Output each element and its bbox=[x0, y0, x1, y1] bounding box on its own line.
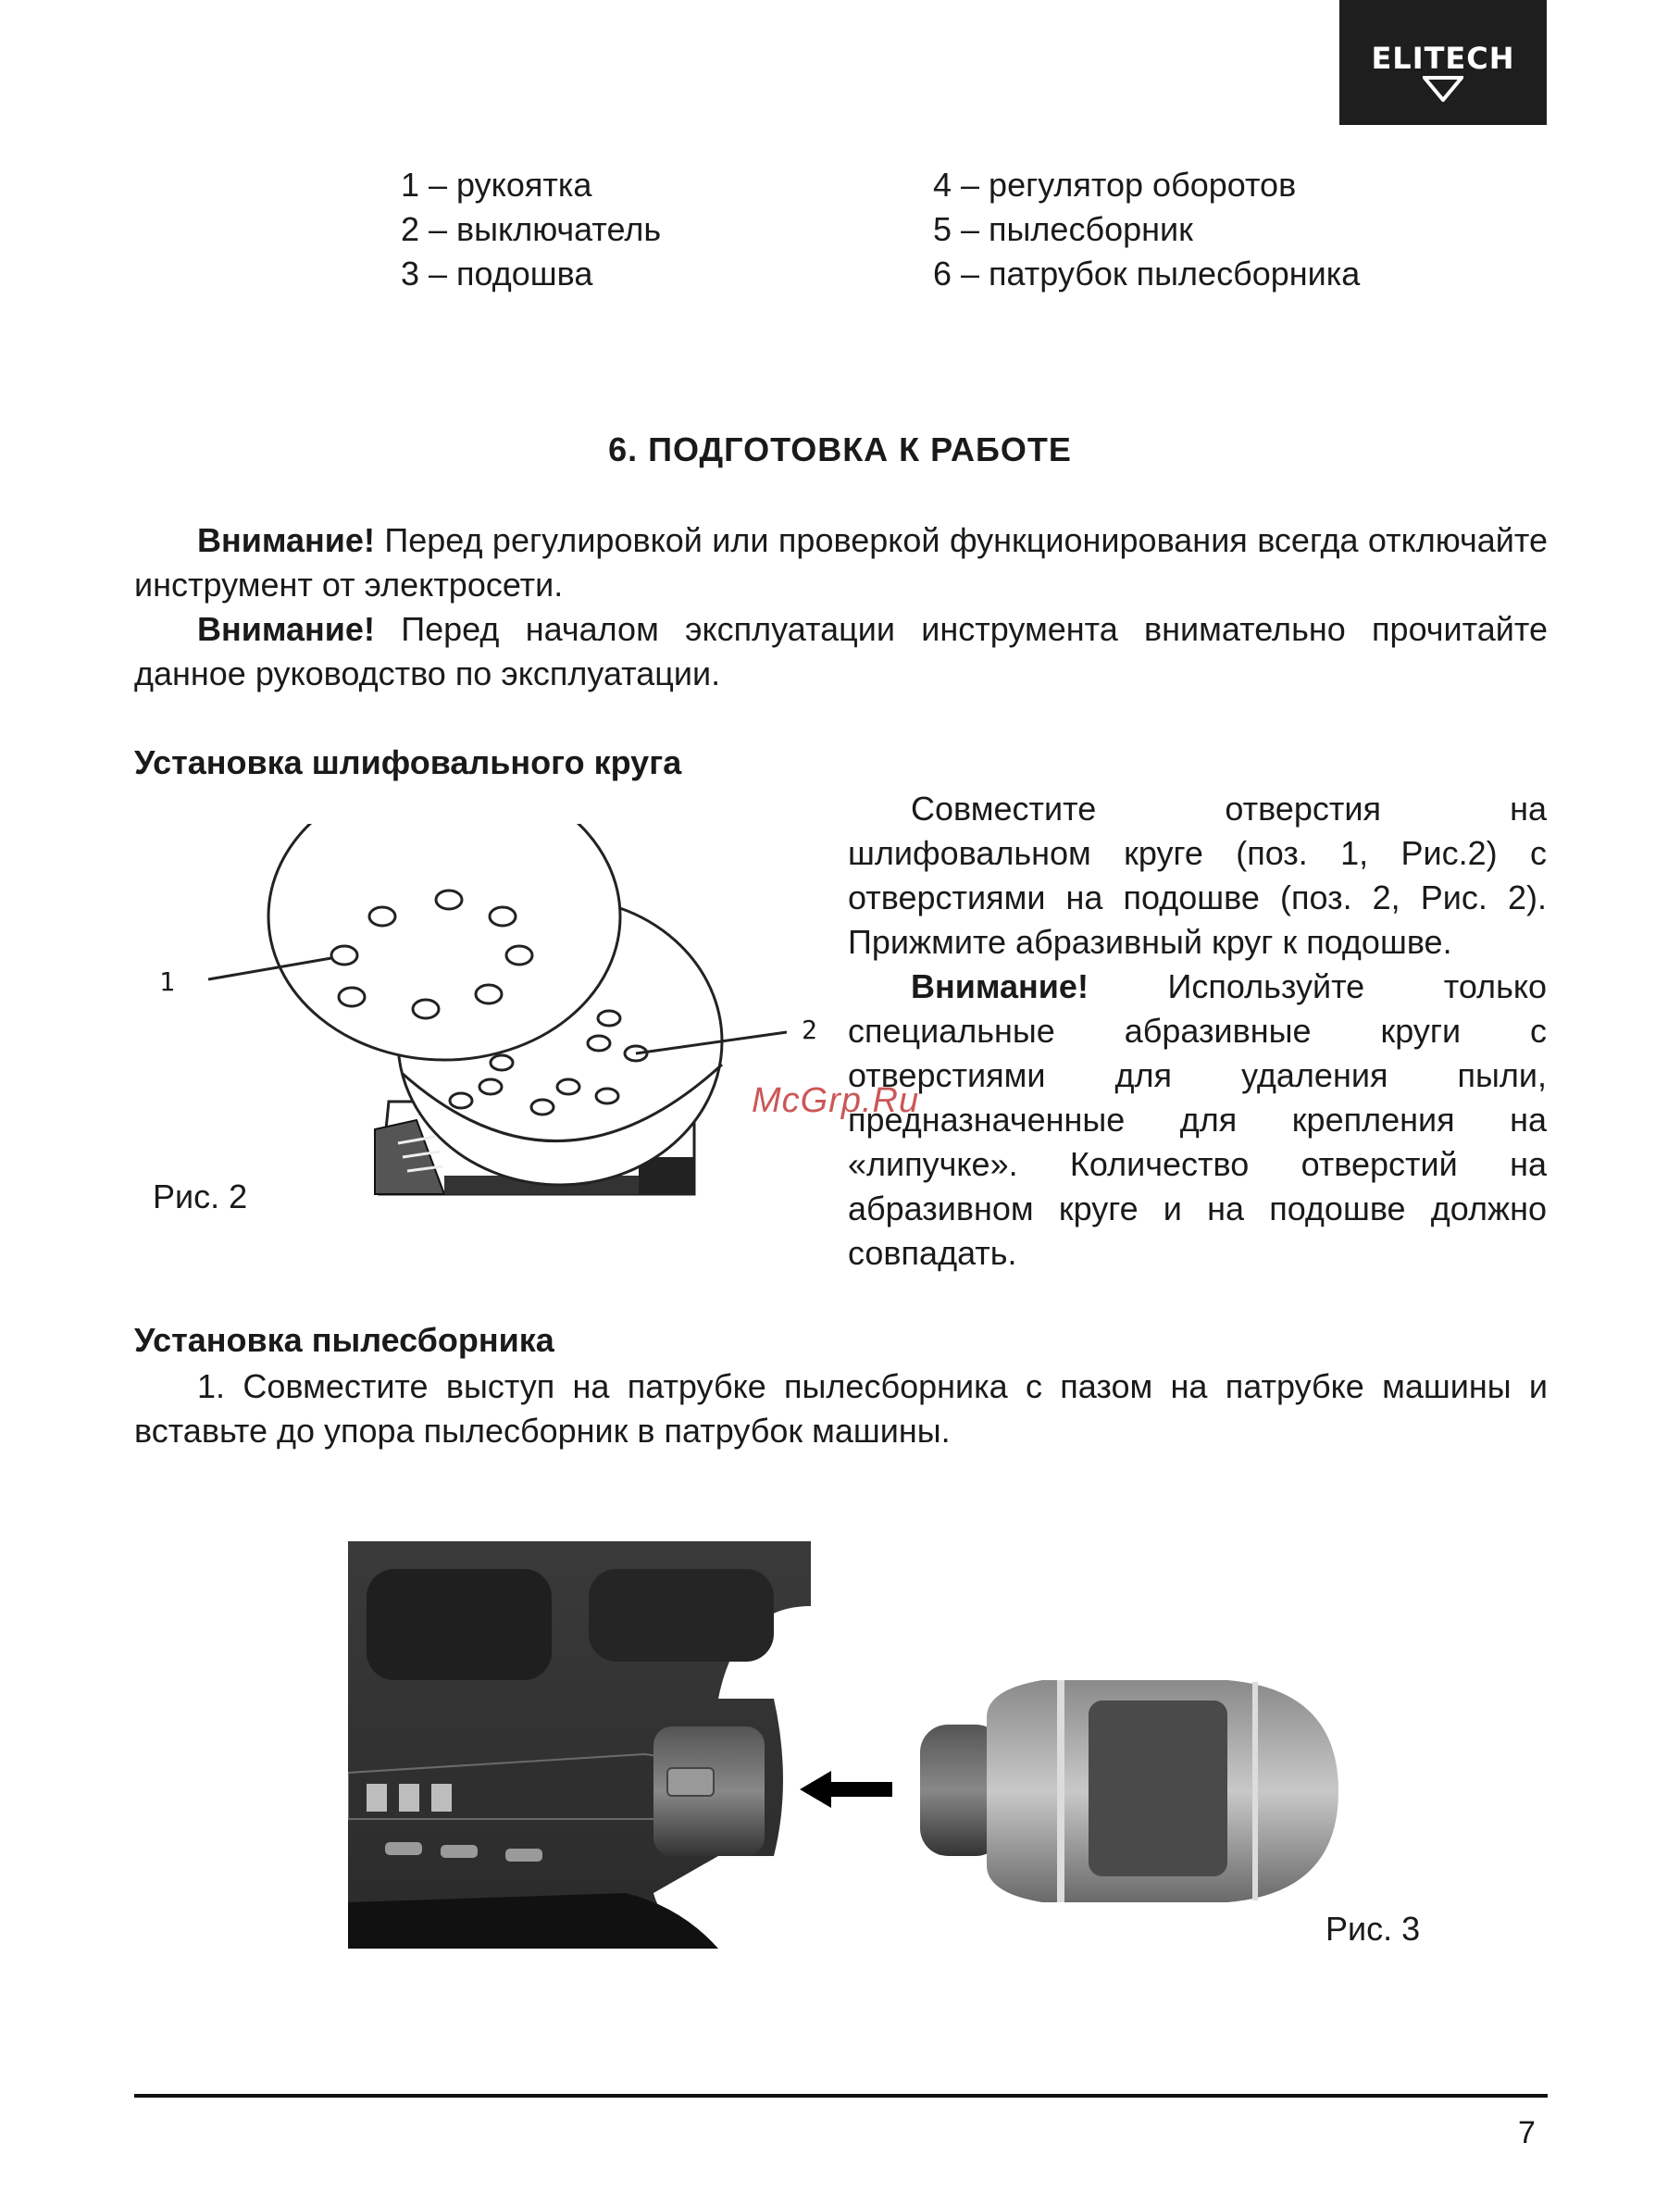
legend-right bbox=[933, 163, 1360, 296]
warning-paragraph-1 bbox=[134, 518, 1548, 607]
disc-install-text: Совместите отверстия на шлифовальном круге (поз. 1, Рис.2) с отверстиями на подошве (поз. 2, Рис. 2). Прижмите абразивный круг к подошве. bbox=[848, 790, 1547, 961]
disc-install-heading: Установка шлифовального круга bbox=[134, 743, 682, 781]
legend-item: 6 – патрубок пылесборника bbox=[933, 255, 1361, 293]
warning-label: Внимание! bbox=[911, 967, 1089, 1005]
warning-label: Внимание! bbox=[197, 610, 375, 648]
brand-logo bbox=[1339, 0, 1547, 125]
legend-item: 2 – выключатель bbox=[401, 210, 662, 248]
disc-install-warning bbox=[848, 965, 1547, 1276]
insert-arrow-icon bbox=[800, 1771, 892, 1808]
warning-text: Перед регулировкой или проверкой функционирования всегда отключайте инструмент от электросети. bbox=[134, 521, 1548, 604]
logo-text: ELITECH bbox=[1371, 41, 1515, 76]
warning-text: Используйте только специальные абразивные круги с отверстиями для удаления пыли, предназначенные для крепления на «липучке». Количество отверстий на абразивном круге и на подошве должно совпадать. bbox=[848, 967, 1547, 1272]
footer-rule bbox=[134, 2094, 1548, 2098]
figure-2-illustration bbox=[139, 824, 842, 1213]
figure-3-illustration bbox=[348, 1541, 1366, 1967]
section-title: 6. ПОДГОТОВКА К РАБОТЕ bbox=[608, 430, 1072, 468]
warning-paragraph-2 bbox=[134, 607, 1548, 696]
disc-install-paragraph bbox=[848, 787, 1547, 965]
legend-item: 5 – пылесборник bbox=[933, 210, 1193, 248]
legend-left bbox=[401, 163, 661, 296]
dust-install-heading: Установка пылесборника bbox=[134, 1321, 554, 1359]
figure-2-caption: Рис. 2 bbox=[153, 1177, 248, 1215]
page-number: 7 bbox=[1518, 2115, 1536, 2150]
legend-item: 4 – регулятор оборотов bbox=[933, 166, 1297, 204]
figure-2-label-1: 1 bbox=[159, 966, 175, 997]
warning-label: Внимание! bbox=[197, 521, 375, 559]
watermark-text: McGrp.Ru bbox=[752, 1081, 920, 1120]
figure-3-caption: Рис. 3 bbox=[1325, 1910, 1421, 1948]
legend-item: 1 – рукоятка bbox=[401, 166, 592, 204]
figure-2-label-2: 2 bbox=[802, 1015, 817, 1045]
dust-install-step-1: 1. Совместите выступ на патрубке пылесборника с пазом на патрубке машины и вставьте до упора пылесборник в патрубок машины. bbox=[134, 1367, 1548, 1450]
logo-chevron-icon bbox=[1423, 76, 1463, 102]
warning-text: Перед началом эксплуатации инструмента внимательно прочитайте данное руководство по эксплуатации. bbox=[134, 610, 1548, 692]
legend-item: 3 – подошва bbox=[401, 255, 593, 293]
